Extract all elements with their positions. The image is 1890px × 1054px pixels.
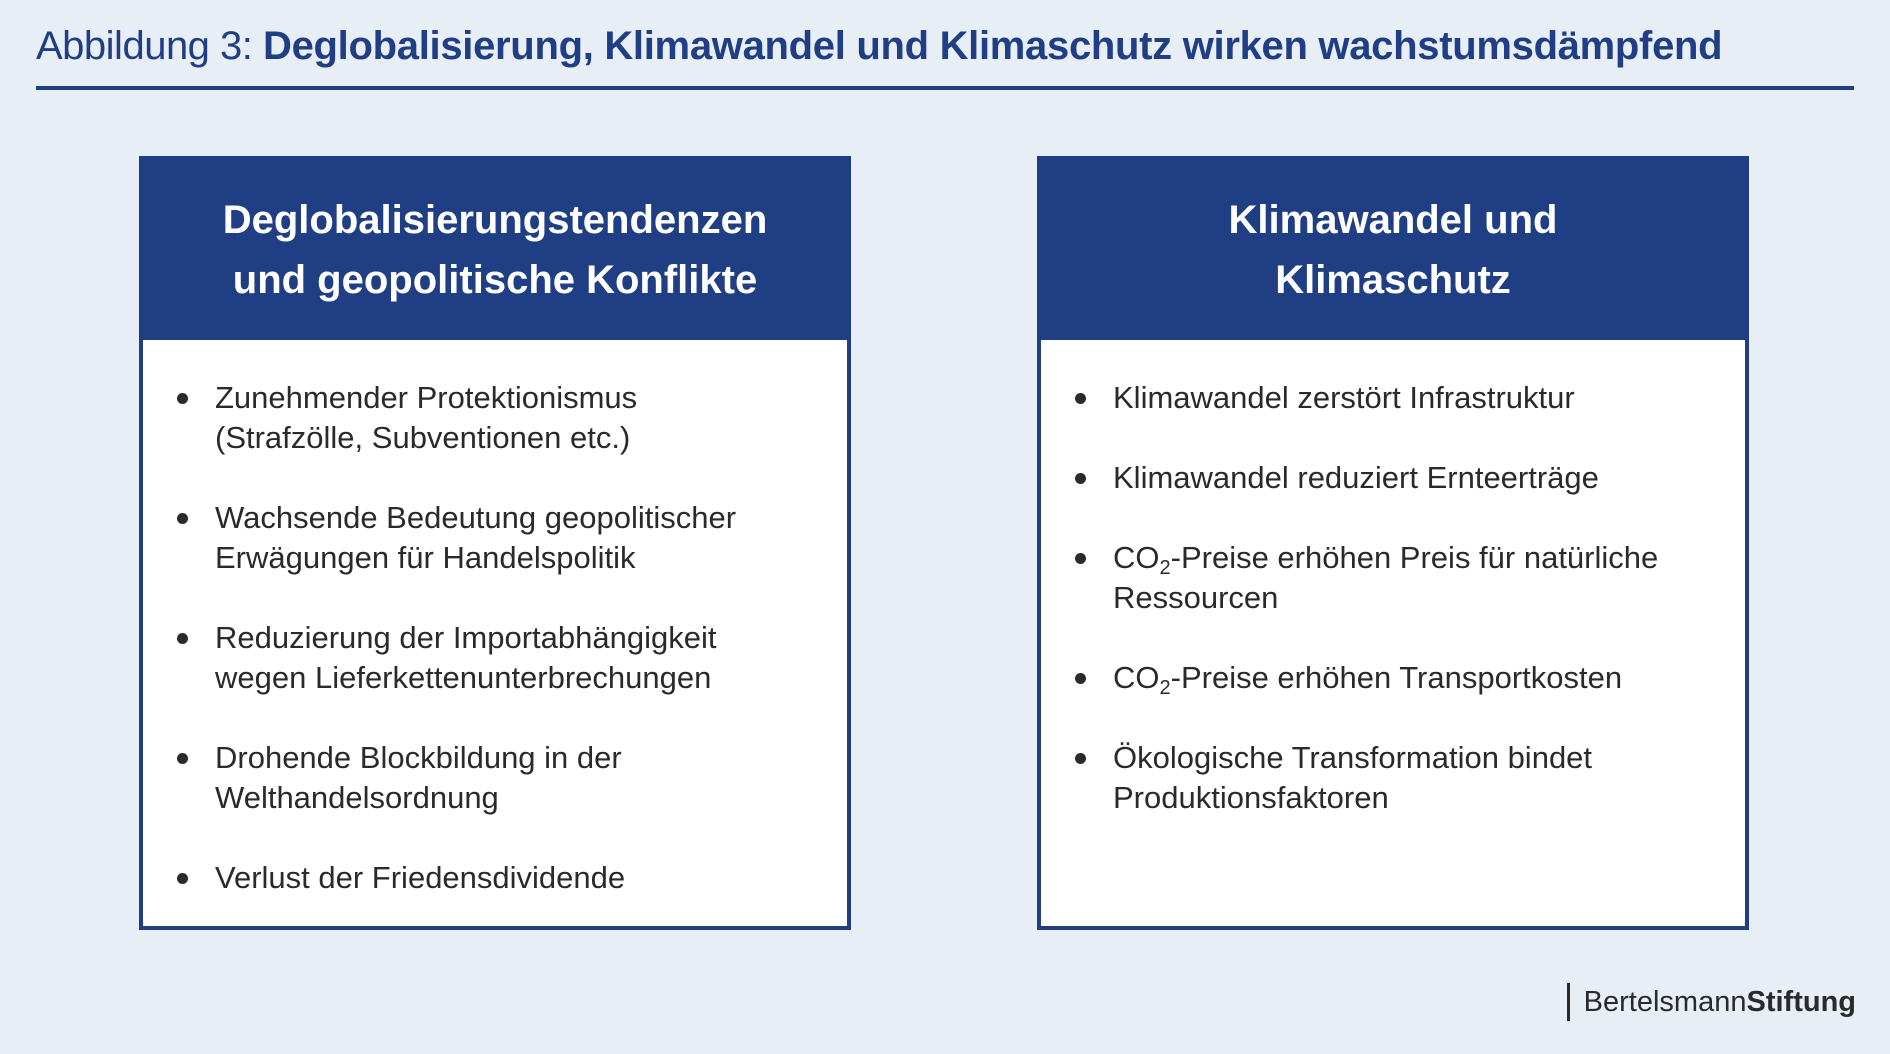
bullet-dot-icon bbox=[177, 633, 188, 644]
deglobalization-title-line2: und geopolitische Konflikte bbox=[232, 258, 758, 302]
bullet-text-line: (Strafzölle, Subventionen etc.) bbox=[215, 420, 631, 455]
bertelsmann-stiftung-logo bbox=[1567, 983, 1856, 1021]
figure-header bbox=[36, 24, 1854, 90]
bullet-text-line: Ressourcen bbox=[1113, 580, 1279, 615]
co2-subscript: 2 bbox=[1159, 557, 1171, 579]
bullet-item bbox=[1075, 658, 1715, 698]
bullet-text-line: Welthandelsordnung bbox=[215, 780, 499, 815]
bullet-item bbox=[1075, 738, 1715, 818]
climate-box bbox=[1037, 156, 1749, 930]
co2-subscript: 2 bbox=[1159, 677, 1171, 699]
figure-number: Abbildung 3: bbox=[36, 24, 264, 68]
logo-part2: Stiftung bbox=[1746, 986, 1856, 1018]
climate-bullet-list bbox=[1041, 340, 1745, 818]
bullet-text-line: Ökologische Transformation bindet bbox=[1113, 740, 1593, 775]
bullet-item bbox=[177, 858, 817, 898]
bullet-text-rest: -Preise erhöhen Preis für natürliche bbox=[1170, 540, 1659, 575]
bullet-dot-icon bbox=[177, 753, 188, 764]
bullet-text-line: Drohende Blockbildung in der bbox=[215, 740, 622, 775]
bullet-dot-icon bbox=[177, 513, 188, 524]
bullet-dot-icon bbox=[1075, 753, 1086, 764]
deglobalization-box-header bbox=[143, 160, 847, 340]
bullet-text-line: Wachsende Bedeutung geopolitischer bbox=[215, 500, 737, 535]
bullet-text-line: Erwägungen für Handelspolitik bbox=[215, 540, 636, 575]
bullet-text-line: Zunehmender Protektionismus bbox=[215, 380, 638, 415]
bullet-item bbox=[177, 378, 817, 458]
bullet-item bbox=[177, 738, 817, 818]
deglobalization-box bbox=[139, 156, 851, 930]
bullet-text-line: Verlust der Friedensdividende bbox=[215, 860, 626, 895]
bullet-text-rest: -Preise erhöhen Transportkosten bbox=[1170, 660, 1623, 695]
bullet-text-line: Klimawandel reduziert Ernteerträge bbox=[1113, 460, 1599, 495]
bullet-dot-icon bbox=[177, 393, 188, 404]
bullet-item bbox=[177, 618, 817, 698]
bullet-text-line: Produktionsfaktoren bbox=[1113, 780, 1389, 815]
climate-box-header bbox=[1041, 160, 1745, 340]
figure-title: Deglobalisierung, Klimawandel und Klimaschutz wirken wachstumsdämpfend bbox=[263, 24, 1723, 68]
bullet-text-line bbox=[1113, 538, 1715, 578]
co2-prefix: CO bbox=[1113, 540, 1160, 575]
bullet-text-line bbox=[1113, 658, 1715, 698]
bullet-dot-icon bbox=[1075, 673, 1086, 684]
bullet-dot-icon bbox=[1075, 393, 1086, 404]
bullet-text-line: Reduzierung der Importabhängigkeit bbox=[215, 620, 717, 655]
bullet-item bbox=[1075, 458, 1715, 498]
climate-title-line1: Klimawandel und bbox=[1228, 198, 1558, 242]
bullet-dot-icon bbox=[1075, 553, 1086, 564]
co2-prefix: CO bbox=[1113, 660, 1160, 695]
bullet-text-line: wegen Lieferkettenunterbrechungen bbox=[215, 660, 712, 695]
bullet-dot-icon bbox=[1075, 473, 1086, 484]
bullet-text-line: Klimawandel zerstört Infrastruktur bbox=[1113, 380, 1575, 415]
bullet-item bbox=[1075, 538, 1715, 618]
climate-title-line2: Klimaschutz bbox=[1275, 258, 1511, 302]
deglobalization-bullet-list bbox=[143, 340, 847, 898]
bullet-item bbox=[1075, 378, 1715, 418]
deglobalization-title-line1: Deglobalisierungstendenzen bbox=[222, 198, 768, 242]
bullet-dot-icon bbox=[177, 873, 188, 884]
bullet-item bbox=[177, 498, 817, 578]
logo-part1: Bertelsmann bbox=[1583, 986, 1747, 1018]
